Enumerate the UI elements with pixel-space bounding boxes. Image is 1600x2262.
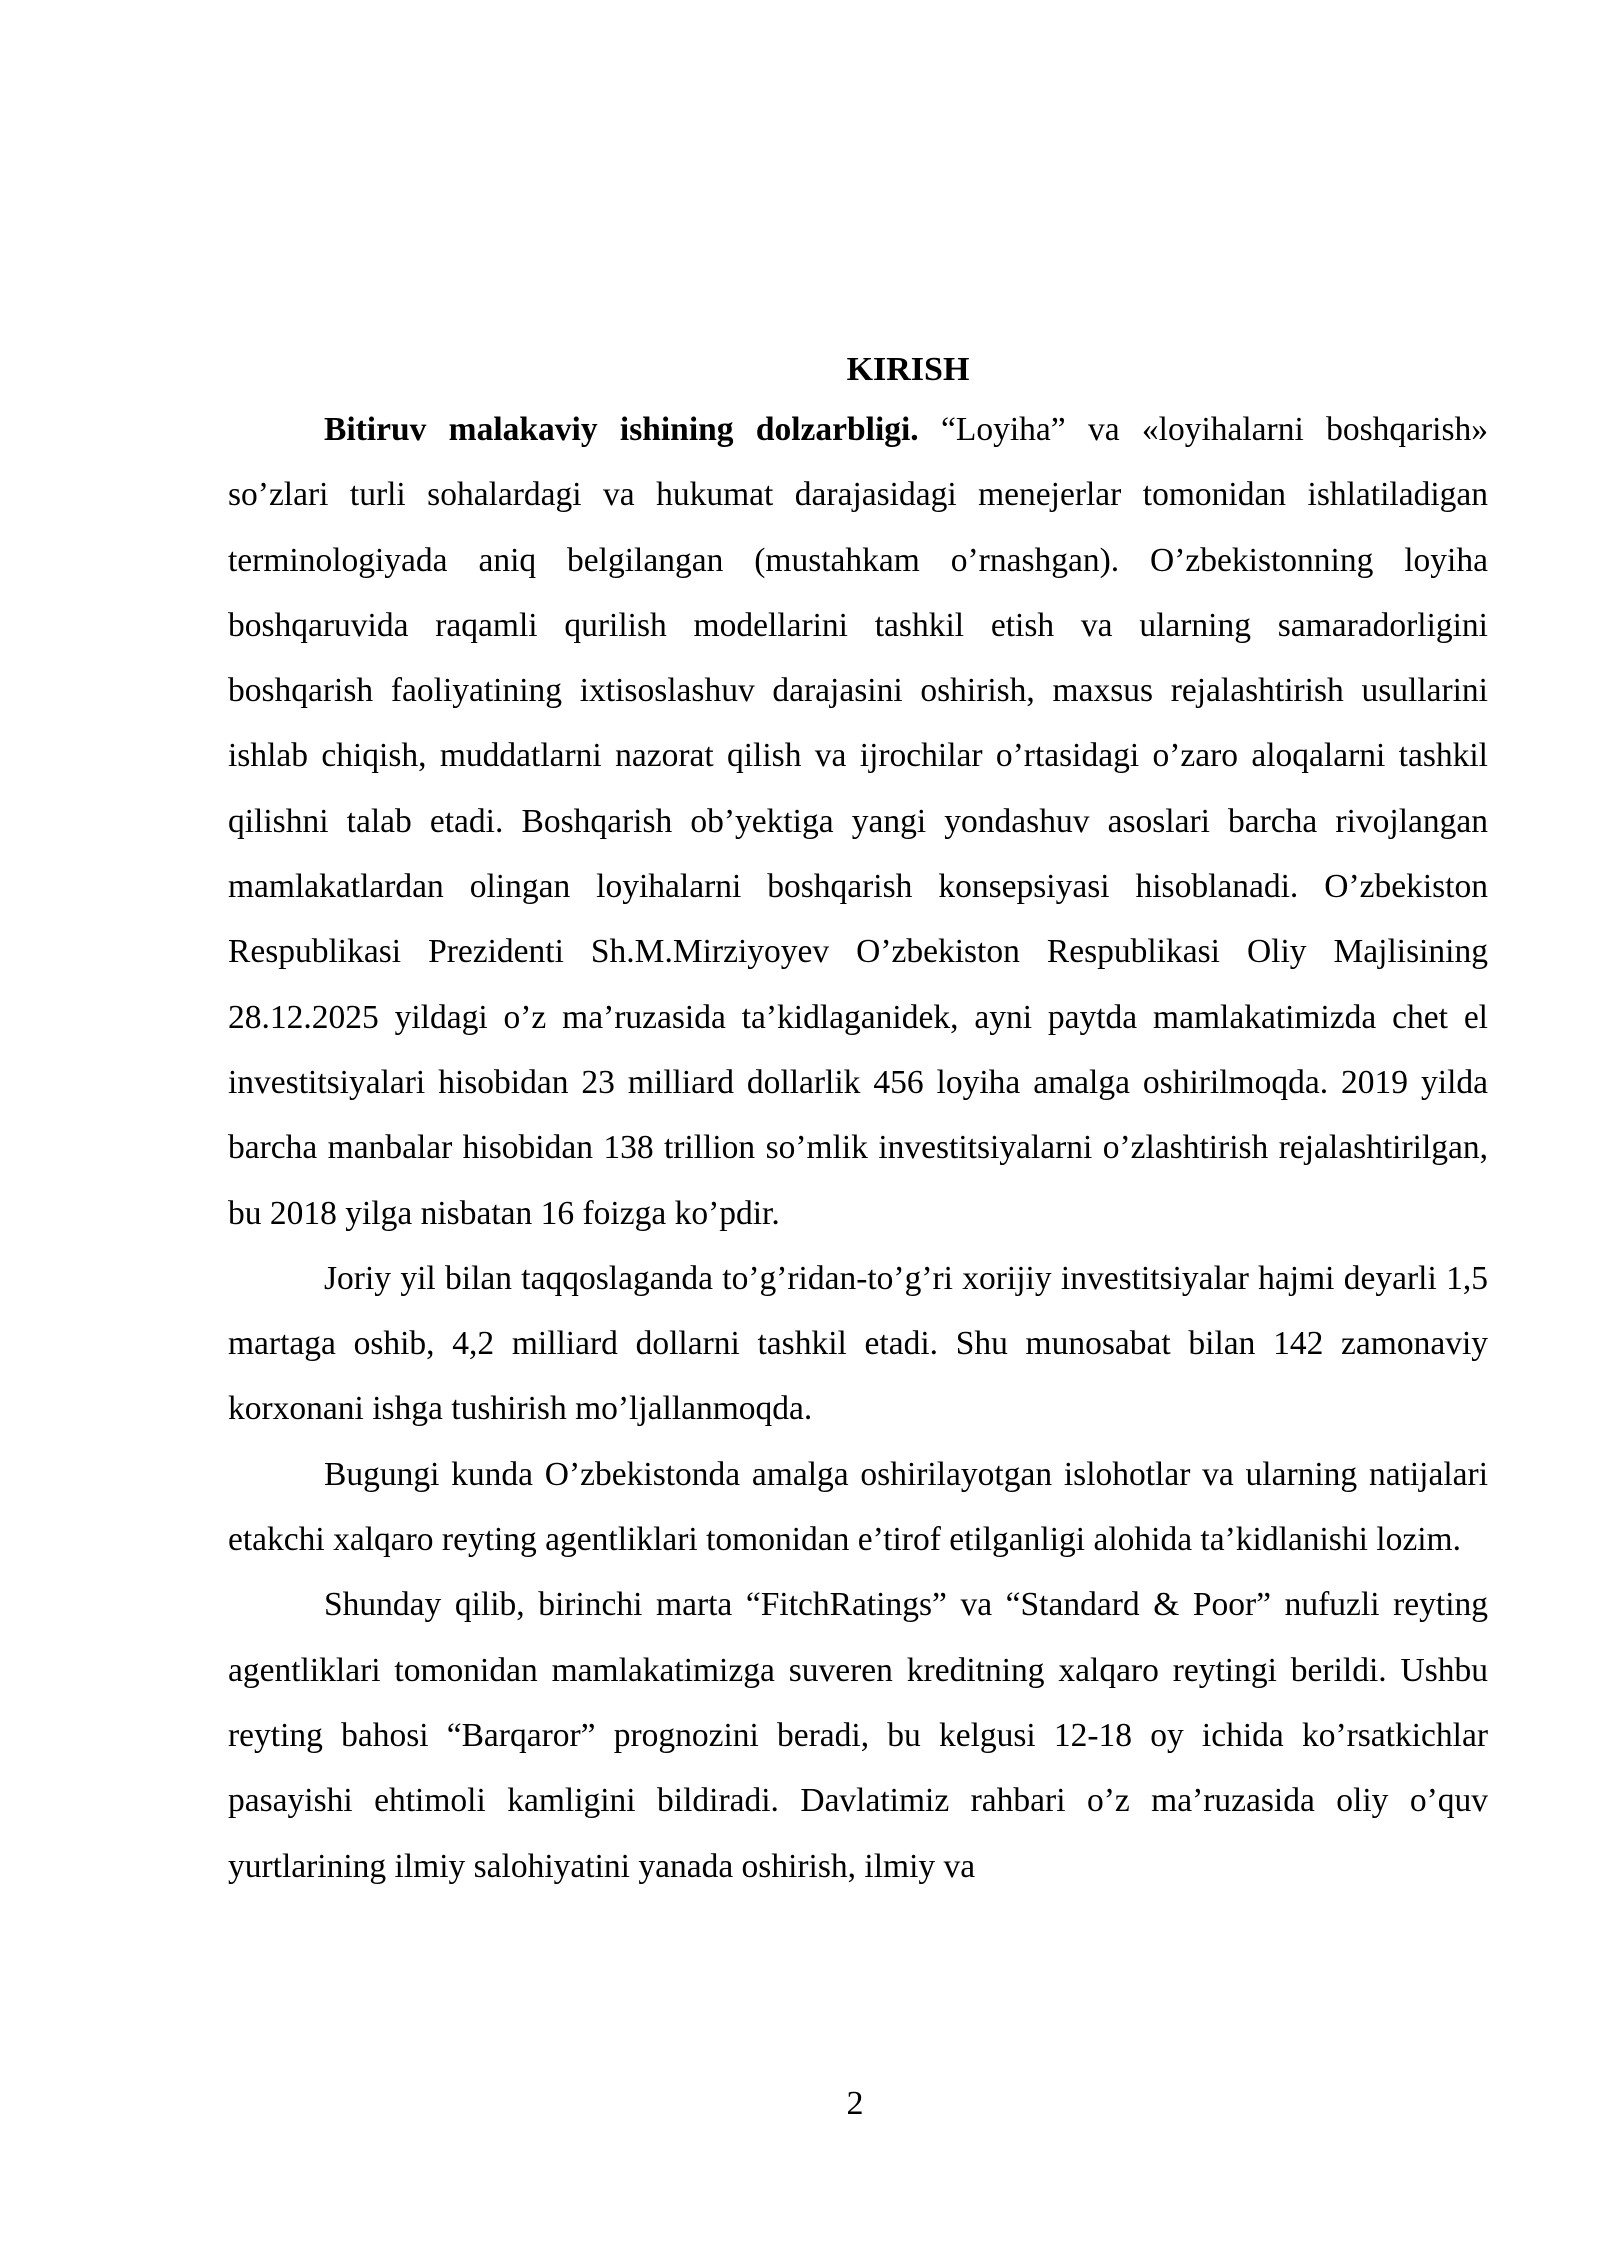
paragraph-text: Joriy yil bilan taqqoslaganda to’g’ridan-to’g’ri xorijiy investitsiyalar hajmi deyarli 1,5 martaga oshib, 4,2 milliard dollarni tashkil etadi. Shu munosabat bilan 142 zamonaviy korxonani ishga tushirish mo’ljallanmoqda. bbox=[228, 1259, 1488, 1428]
paragraph-text: Shunday qilib, birinchi marta “FitchRatings” va “Standard & Poor” nufuzli reyting agentliklari tomonidan mamlakatimizga suveren kreditning xalqaro reytingi berildi. Ushbu reyting bahosi “Barqaror” prognozini beradi, bu kelgusi 12-18 oy ichida ko’rsatkichlar pasayishi ehtimoli kamligini bildiradi. Davlatimiz rahbari o’z ma’ruzasida oliy o’quv yurtlarining ilmiy salohiyatini yanada oshirish, ilmiy va bbox=[228, 1586, 1488, 1885]
paragraph-1 bbox=[228, 397, 1488, 1246]
paragraph-lead-bold: Bitiruv malakaviy ishining dolzarbligi. bbox=[324, 411, 919, 448]
paragraph-3 bbox=[228, 1442, 1488, 1573]
paragraph-text: Bugungi kunda O’zbekistonda amalga oshirilayotgan islohotlar va ularning natijalari etakchi xalqaro reyting agentliklari tomonidan e’tirof etilganligi alohida ta’kidlanishi lozim. bbox=[228, 1455, 1488, 1559]
page-content bbox=[228, 343, 1488, 1899]
paragraph-text: “Loyiha” va «loyihalarni boshqarish» so’zlari turli sohalardagi va hukumat darajasidagi menejerlar tomonidan ishlatiladigan terminologiyada aniq belgilangan (mustahkam o’rnashgan). O’zbekistonning loyiha boshqaruvida raqamli qurilish modellarini tashkil etish va ularning samaradorligini boshqarish faoliyatining ixtisoslashuv darajasini oshirish, maxsus rejalashtirish usullarini ishlab chiqish, muddatlarni nazorat qilish va ijrochilar o’rtasidagi o’zaro aloqalarni tashkil qilishni talab etadi. Boshqarish ob’yektiga yangi yondashuv asoslari barcha rivojlangan mamlakatlardan olingan loyihalarni boshqarish konsepsiyasi hisoblanadi. O’zbekiston Respublikasi Prezidenti Sh.M.Mirziyoyev O’zbekiston Respublikasi Oliy Majlisining 28.12.2025 yildagi o’z ma’ruzasida ta’kidlaganidek, ayni paytda mamlakatimizda chet el investitsiyalari hisobidan 23 milliard dollarlik 456 loyiha amalga oshirilmoqda. 2019 yilda barcha manbalar hisobidan 138 trillion so’mlik investitsiyalarni o’zlashtirish rejalashtirilgan, bu 2018 yilga nisbatan 16 foizga ko’pdir. bbox=[228, 411, 1488, 1232]
section-heading: KIRISH bbox=[846, 351, 970, 388]
paragraph-2 bbox=[228, 1246, 1488, 1442]
paragraph-4 bbox=[228, 1572, 1488, 1898]
page-number: 2 bbox=[846, 2085, 864, 2122]
